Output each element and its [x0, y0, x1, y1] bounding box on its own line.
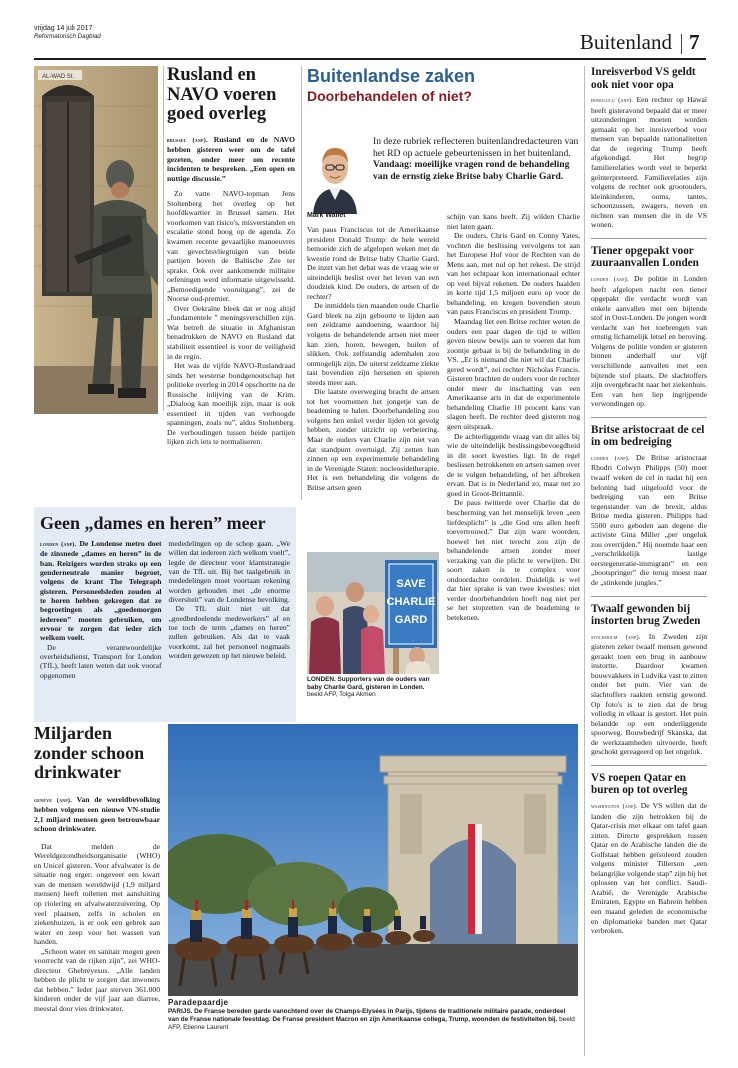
column-rule — [584, 66, 585, 1056]
sign-text: CHARLIE — [386, 596, 436, 608]
lead-text: De Londense metro doet de zinsnede „dames en heren” in de ban. Reizigers worden straks op een genderneutrale manier begroet, volgens de krant The Telegraph gisteren. Personeelsleden zouden al te horen hebben gekregen dat ze begroetingen als „goedemorgen iedereen” moeten gebruiken, om ervoor te zorgen dat ieder zich welkom voelt. — [40, 539, 162, 643]
street-sign-text: AL-WAD St. — [42, 74, 75, 80]
article-headline: Miljarden zonder schoon drinkwater — [34, 723, 145, 782]
article-paragraph: Die laatste overweging bracht de artsen tot het voornemen het jongetje van de beademing te halen. Doorbehandeling zou volgens hen enkel verder lijden tot gevolg hebben, zonder uitzicht op verbetering. Maar de ouders van Charlie zijn niet van dat standpunt overtuigd. Zij zetten hun zinnen op een experimentele behandeling in de Verenigde Staten: nucleosidetherapie. Het is een behandeling die volgens de Britse artsen geen — [307, 387, 439, 492]
column-headline: Doorbehandelen of niet? — [307, 88, 472, 104]
column-rule — [301, 66, 302, 500]
byline: londen (anp). — [591, 276, 629, 284]
brief-text — [591, 453, 707, 588]
brief-headline: VS roepen Qatar en buren op tot overleg — [591, 771, 688, 797]
news-brief — [591, 772, 707, 936]
column-buitenlandse-zaken — [307, 66, 579, 219]
article-paragraph: „Schoon water en sanitair mogen geen voorrecht van de rijken zijn”, zei WHO-directeur Ghebreyesus. „Alle landen hebben de plicht te zorgen dat inwoners dat hebben.” Ieder jaar sterven 361.000 kinderen onder de vijf jaar aan diarree, meestal door vies drinkwater. — [34, 946, 160, 1013]
intro-bold: Vandaag: moeilijke vragen rond de behandeling van de ernstig zieke Britse baby Charlie Gard. — [373, 159, 570, 182]
caption-kicker: Paradepaardje — [168, 998, 229, 1007]
brief-text — [591, 801, 707, 936]
sign-text: GARD — [394, 614, 428, 626]
news-brief — [591, 603, 707, 757]
brief-body: In Zweden zijn gisteren zeker twaalf mensen gewond geraakt toen een brug in aanbouw instortte. Daardoor kwamen bouwvakkers in Ludvika vast te zitten onder het puin. Vier van de slachtoffers raakten ernstig gewond. Op foto's is te zien dat de brug volledig in elkaar is gestort. Het puin belandde op een onderliggende spoorweg. Bouwbedrijf Skanska, dat de werkzaamheden uitvoerde, heeft geschokt gereageerd op het ongeluk. — [591, 631, 707, 757]
article-paragraph: mededelingen op de schop gaan. „We willen dat iedereen zich welkom voelt”, legde de directeur voor klantstrategie van de TfL uit. Bij het taalgebruik in mededelingen moet voortaan rekening worden gehouden met „de enorme diversiteit” van de Londense bevolking. — [168, 539, 290, 605]
article-lead — [167, 135, 295, 184]
news-brief — [591, 66, 707, 230]
news-brief — [591, 424, 707, 588]
article-column — [169, 539, 291, 680]
issue-date: vrijdag 14 juli 2017 — [34, 25, 93, 32]
article-paragraph: schijn van kans heeft. Zij wilden Charlie niet laten gaan. — [447, 212, 580, 231]
brief-body: Een rechter op Hawaï heeft gisteravond bepaald dat er meer uitzonderingen moeten worden gemaakt op het inreisverbod voor mensen van bepaalde nationaliteiten dat de regering Trump heeft afgekondigd. Het begrip familierelaties wordt veel te beperkt geïnterpreteerd. Familierelaties zijn volgens de rechter ook grootouders, kleinkinderen, ooms, tantes, schoonzussen, zwagers, neven en nichten van mensen die in de VS wonen. — [591, 95, 707, 230]
article-paragraph: De verantwoordelijke overheidsdienst, Transport for London (TfL), heeft laten weten dat ook vooraf opgenomen — [40, 642, 162, 680]
byline: londen (anp). — [40, 541, 77, 548]
author-name: Mark Wallet — [307, 212, 346, 219]
news-briefs-column — [591, 66, 707, 944]
article-paragraph: Dat melden de Wereldgezondheidsorganisatie (WHO) en Unicef gisteren. Voor afvalwater is de situatie nog erger: ongeveer een kwart van de mensen wereldwijd (1,9 miljard mensen) heeft toiletten met aansluiting op riolering en afvalwaterzuivering. Op veel plaatsen, zelfs in scholen en ziekenhuizen, is er ook een gebrek aan water en zeep voor het wassen van handen. — [34, 841, 160, 947]
paris-parade-photo — [168, 724, 578, 996]
brief-headline: Inreisverbod VS geldt ook niet voor opa — [591, 66, 696, 91]
article-paragraph: De ouders, Chris Gard en Conny Yates, vochten die beslissing vervolgens tot aan het Europese Hof voor de Rechten van de Mens aan, met nul op het rekest. De strijd van het echtpaar kon internationaal echter op veel bijval rekenen. De ouders haalden in korte tijd 1,5 miljoen euro op voor de behandeling, en kregen bovendien steun van paus Franciscus en president Trump. — [447, 231, 580, 317]
article-rusland — [167, 66, 295, 447]
article-paragraph: Van paus Franciscus tot de Amerikaanse president Donald Trump: de hele wereld bemoeide zich de afgelopen weken met de kwestie rond de Britse baby Charlie Gard. De inzet van het debat was de vraag wie er uiteindelijk beslist over het leven van een doodziek kind. De ouders, de artsen of de rechter? — [307, 225, 439, 301]
section-title: Buitenland — [579, 30, 672, 54]
brief-divider — [591, 765, 707, 766]
article-lead — [34, 795, 160, 834]
article-headline: Rusland en NAVO voeren goed overleg — [167, 65, 277, 124]
brief-divider — [591, 238, 707, 239]
article-miljarden — [34, 724, 160, 1014]
brief-text — [591, 274, 707, 409]
column-text-left — [307, 225, 439, 492]
byline: stockholm (anp). — [591, 633, 641, 641]
brief-text — [591, 95, 707, 230]
brief-headline: Twaalf gewonden bij instorten brug Zweden — [591, 602, 701, 628]
caption-text: LONDEN. Supporters van de ouders van baby Charlie Gard, gisteren in Londen. — [307, 676, 430, 691]
photo-credit: beeld AFP, Etienne Laurent — [168, 1015, 575, 1031]
brief-body: De Britse aristocraat Rhodri Colwyn Philipps (50) moet twaalf weken de cel in nadat hij een beloning had uitgeloofd voor de bedreiging van een Britse tegenstander van de brexit, aldus Britse media gisteren. Philipps had 5500 euro geboden aan degene die activiste Gina Miller „per ongeluk zou overrijden.” Hij noemde haar een „verschrikkelijk lastige eerstegeneratie-immigrant” en een „bootspringer” die terug moest naar de „stinkende jungles.” — [591, 452, 707, 587]
article-lead — [40, 539, 162, 643]
column-intro — [373, 136, 579, 182]
article-dames-en-heren — [34, 507, 296, 722]
article-paragraph: De TfL sluit niet uit dat „goedbedoelende medewerkers” af en toe toch de term „dames en heren” zullen gebruiken. Als dat te vaak voorkomt, zal het personeel nogmaals worden gewezen op het nieuwe beleid. — [168, 604, 290, 661]
protest-caption — [307, 676, 439, 699]
column-kicker: Buitenlandse zaken — [307, 66, 476, 86]
article-paragraph: Zo vatte NAVO-topman Jens Stoltenberg het overleg op het hoofdkwartier in Brussel samen. Het voorkomen van risico's, misverstanden en escalatie stond hoog op de agenda. Zo kwamen recente gevaarlijke manoeuvres van gevechtsvliegtuigen van beide partijen boven de Baltische Zee ter sprake. Ook over aankomende militaire oefeningen werd informatie uitgewisseld. „Bemoedigende vooruitgang”, zei de Noorse oud-premier. — [167, 189, 295, 304]
byline: honolulu (anp). — [591, 97, 634, 105]
intro-text: In deze rubriek reflecteren buitenlandredacteuren van het RD op actuele gebeurtenissen in het buitenland. — [373, 136, 579, 159]
article-paragraph: De inmiddels tien maanden oude Charlie Gard bleek na zijn geboorte te lijden aan een zeldzame aandoening, waardoor hij volgens de behandelende artsen niet meer kan zien, horen, bewegen, huilen of slikken. Ook zelfstandig ademhalen zou onmogelijk zijn. De uiterst zeldzame ziekte tast bovendien zijn hersenen en spieren steeds meer aan. — [307, 301, 439, 387]
header-separator — [681, 34, 682, 54]
brief-divider — [591, 417, 707, 418]
photo-credit: beeld AFP, Tolga Akmen — [307, 691, 376, 699]
news-brief — [591, 245, 707, 409]
paris-caption — [168, 998, 578, 1031]
article-column — [40, 539, 162, 680]
brief-divider — [591, 596, 707, 597]
protest-photo — [307, 552, 439, 674]
brief-headline: Britse aristocraat de cel in om bedreiging — [591, 423, 705, 449]
column-text-right — [447, 212, 580, 623]
article-paragraph: Het was de vijfde NAVO-Ruslandraad sinds het westerse bondgenootschap het politieke overleg in 2014 opschortte na de Russische inlijving van de Krim. „Dialoog kan moeilijk zijn, maar is ook essentieel in tijden van verhoogde spanningen, zoals nu”, aldus Stoltenberg. De verhoudingen tussen beide partijen lijken zich iets te normaliseren. — [167, 361, 295, 447]
sign-text: SAVE — [396, 578, 426, 590]
lead-text: Van de wereldbevolking hebben volgens een nieuwe VN-studie 2,1 miljard mensen geen betrouwbaar schoon drinkwater. — [34, 794, 161, 834]
article-paragraph: Over Oekraïne bleek dat er nog altijd „fundamentele ” meningsverschillen zijn. Wat betreft de situatie in Afghanistan benadrukken de NAVO en Rusland dat stabiliteit essentieel is voor de veiligheid in de regio. — [167, 303, 295, 361]
article-paragraph: De paus twitterde over Charlie dat de bescherming van het menselijk leven „een liefdesplicht” is „die God ons allen heeft toevertrouwd.” Dat zijn ware woorden, hoewel het niet terecht zou zijn de behandelende artsen zonder meer verzaking van die plicht te verwijten. Dit soort zaken is te complex voor ondoordachte oordelen. Duidelijk is wel dat hier sprake is van twee kwesties: niet verder doorbehandelen hoeft nog niet per se het stopzetten van de beademing te betekenen. — [447, 498, 580, 622]
byline: genève (anp). — [34, 796, 73, 804]
lead-text: Rusland en de NAVO hebben gisteren weer om de tafel gezeten, onder meer om recente incidenten te bespreken. „Een open en nuttige discussie.” — [167, 134, 295, 183]
byline: washington (anp). — [591, 803, 638, 811]
byline: brussel (anp). — [167, 136, 208, 144]
soldier-photo — [34, 66, 158, 414]
brief-text — [591, 632, 707, 757]
caption-text: PARIJS. De Franse bereden garde vanochtend over de Champs-Elysées in Parijs, tijdens de traditionele militaire parade, onderdeel van de Franse nationale feestdag. De Franse president Macron en zijn Amerikaanse collega, Trump, woonden de festiviteiten bij. — [168, 1008, 566, 1023]
header-rule — [34, 58, 706, 60]
article-headline: Geen „dames en heren” meer — [40, 513, 266, 533]
brief-body: De VS willen dat de landen die zijn betrokken bij de Qatar-crisis met elkaar om tafel gaan zitten. Directe gesprekken tussen Qatar en de Arabische landen die de Golfstaat hebben geïsoleerd zouden volgens minister Tillerson „een belangrijke volgende stap” zijn bij het oplossen van het conflict. Saudi-Arabië, de Verenigde Arabische Emiraten, Egypte en Bahrein hebben een maand geleden de economische en diplomatieke banden met Qatar verbroken. — [591, 801, 708, 936]
page-number: 7 — [689, 30, 700, 54]
article-paragraph: Maandag liet een Britse rechter weten de ouders een paar dagen de tijd te willen geven nieuw bewijs aan te voeren dat hun zoontje gebaat is bij de behandeling in de VS. „Er is niemand die niet wil dat Charlie gered wordt”, zei rechter Nicholas Francis. Gisteren brachten de ouders voor de rechter onder meer de inschatting van een Amerikaanse arts in dat de experimentele behandeling Charlie 10 procent kans van slagen heeft. De rechter deed gisteren nog geen uitspraak. — [447, 317, 580, 432]
brief-headline: Tiener opgepakt voor zuuraanvallen Londen — [591, 244, 699, 270]
article-paragraph: De achterliggende vraag van dit alles bij wie de uiteindelijk beslissingsbevoegdheid in dit soort kwesties ligt. In de regel beslissen betrokkenen en artsen samen over de te volgen behandeling, of het afbreken ervan. Dat is in Nederland zo, maar net zo goed in Groot-Brittannië. — [447, 431, 580, 498]
column-rule — [163, 66, 164, 411]
brief-body: De politie in Londen heeft afgelopen nacht een tiener opgepakt die verdacht wordt van enkele aanvallen met een bijtende stof in Oost-Londen. De jongen wordt verdacht van het toebrengen van ernstig lichamelijk letsel en beroving. Volgens de politie vonden er gisteren binnen anderhalf uur vijf verschillende aanvallen met een bijtende stof plaats. De slachtoffers zijn overgebracht naar het ziekenhuis. Een van hen liep ingrijpende verwondingen op. — [591, 274, 708, 409]
byline: londen (anp). — [591, 454, 630, 462]
newspaper-name: Reformatorisch Dagblad — [34, 33, 101, 40]
